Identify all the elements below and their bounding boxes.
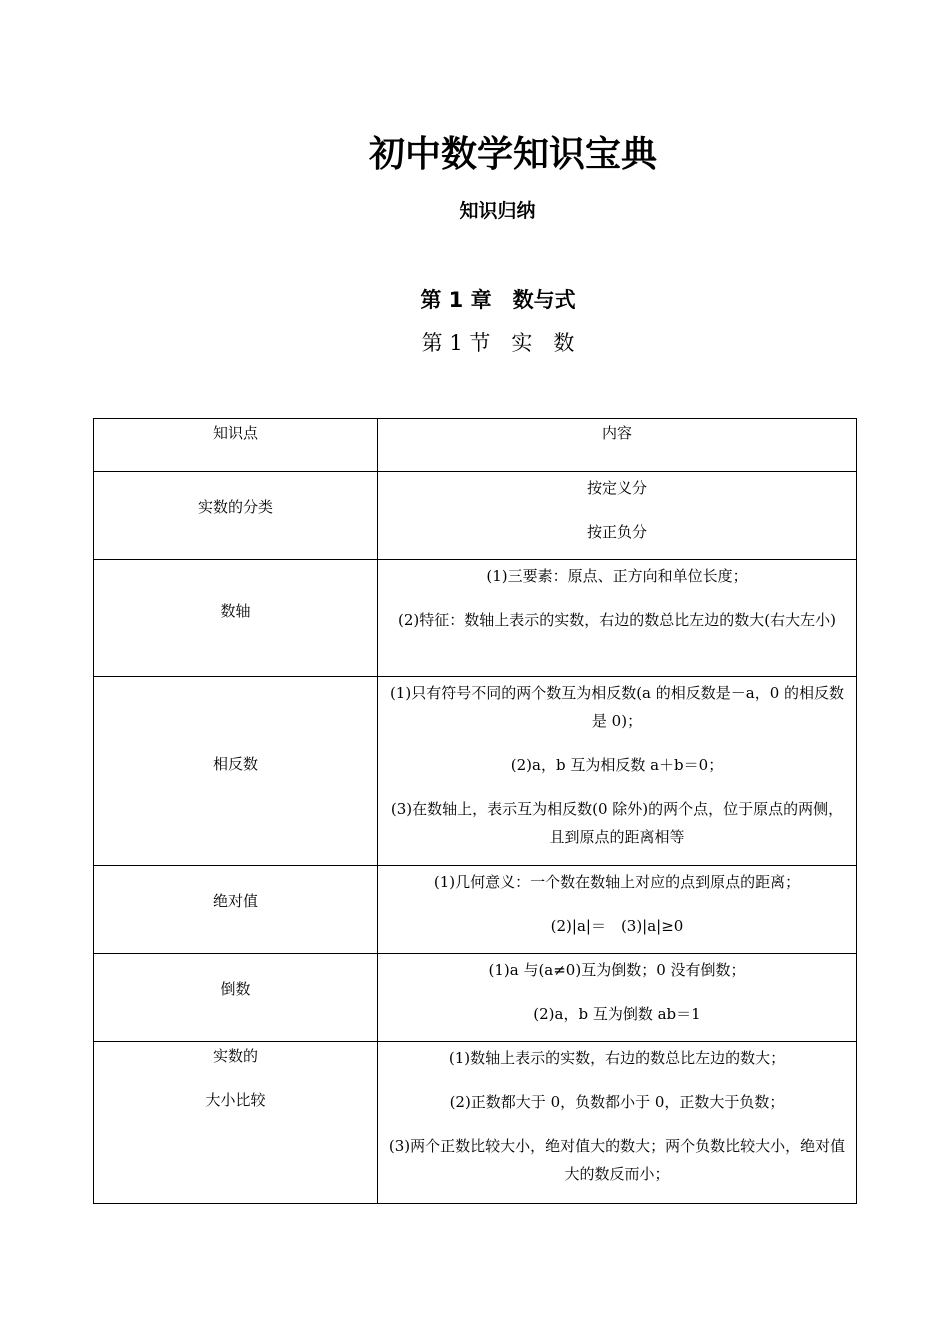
content-line: (1)只有符号不同的两个数互为相反数(a 的相反数是－a，0 的相反数是 0)； <box>389 684 845 730</box>
content-cell <box>378 866 857 954</box>
topic-cell <box>94 954 378 1042</box>
content-line: (1)a 与(a≠0)互为倒数；0 没有倒数； <box>488 961 746 979</box>
content-line: (1)三要素：原点、正方向和单位长度； <box>486 567 748 585</box>
content-cell <box>378 1042 857 1204</box>
topic-label: 相反数 <box>212 755 258 773</box>
content-line: (3)在数轴上，表示互为相反数(0 除外)的两个点，位于原点的两侧，且到原点的距离相等 <box>390 800 844 846</box>
content-line: 按定义分 <box>586 479 647 497</box>
header-topic: 知识点 <box>94 419 378 472</box>
chapter-heading: 第 1 章 数与式 <box>420 288 576 312</box>
content-line: (3)两个正数比较大小，绝对值大的数大；两个负数比较大小，绝对值大的数反而小； <box>388 1137 846 1183</box>
content-line: 按正负分 <box>586 523 647 541</box>
content-line: (2)正数都大于 0，负数都小于 0，正数大于负数； <box>449 1093 785 1111</box>
document-title: 初中数学知识宝典 <box>368 134 657 175</box>
table-row <box>94 560 857 677</box>
table-row <box>94 866 857 954</box>
topic-label: 实数的分类 <box>197 498 273 516</box>
topic-label: 实数的 <box>212 1047 258 1065</box>
document-subtitle: 知识归纳 <box>459 200 536 222</box>
table-header-row <box>94 419 857 472</box>
topic-label: 大小比较 <box>205 1091 266 1109</box>
topic-cell <box>94 677 378 866</box>
content-line: (1)数轴上表示的实数，右边的数总比左边的数大； <box>448 1049 786 1067</box>
topic-label: 数轴 <box>220 602 251 620</box>
topic-cell <box>94 1042 378 1204</box>
content-line: (2)a，b 互为相反数 a＋b＝0； <box>510 756 724 774</box>
content-line: (1)几何意义：一个数在数轴上对应的点到原点的距离； <box>433 873 801 891</box>
topic-label: 绝对值 <box>212 892 258 910</box>
content-cell <box>378 677 857 866</box>
knowledge-table <box>93 418 857 1204</box>
topic-cell <box>94 472 378 560</box>
content-line: (2)|a|＝ (3)|a|≥0 <box>550 917 684 935</box>
content-line: (2)a，b 互为倒数 ab＝1 <box>533 1005 701 1023</box>
header-content: 内容 <box>378 419 857 472</box>
content-cell <box>378 954 857 1042</box>
content-cell <box>378 560 857 677</box>
content-cell <box>378 472 857 560</box>
section-heading: 第 1 节 实 数 <box>421 331 575 355</box>
topic-cell <box>94 866 378 954</box>
table-row <box>94 677 857 866</box>
content-line: (2)特征：数轴上表示的实数，右边的数总比左边的数大(右大左小) <box>398 611 836 629</box>
topic-label: 倒数 <box>220 980 251 998</box>
table-row <box>94 472 857 560</box>
topic-cell <box>94 560 378 677</box>
table-row <box>94 1042 857 1204</box>
table-row <box>94 954 857 1042</box>
